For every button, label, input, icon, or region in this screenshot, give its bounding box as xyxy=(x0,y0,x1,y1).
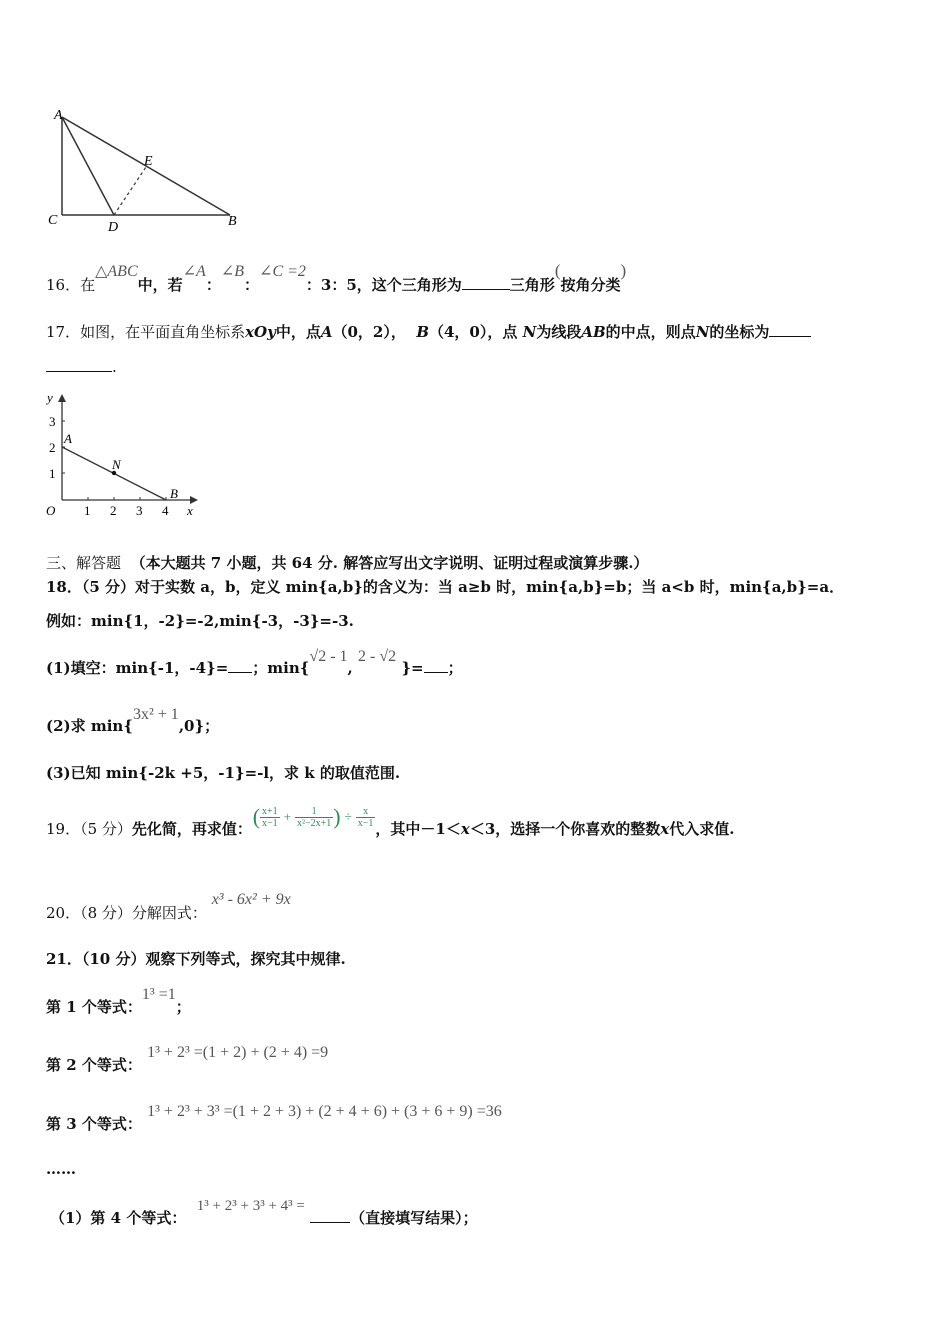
q19-frac-3-den: x−1 xyxy=(357,817,374,829)
q21-e1-expr: 1³ =1 xyxy=(141,986,176,1003)
q19-frac-1-num: x+1 xyxy=(262,805,278,817)
q17-point-b: B xyxy=(416,323,429,341)
point-A-label: A xyxy=(64,431,72,446)
label-A: A xyxy=(54,108,63,123)
q21-e3-expr: 1³ + 2³ + 3³ =(1 + 2 + 3) + (2 + 4 + 6) + (3 + 6 + 9) =36 xyxy=(147,1103,502,1120)
q17-text-e: 的坐标为 xyxy=(709,323,770,341)
q18-p1-c: }= xyxy=(401,659,424,677)
y-tick-1: 1 xyxy=(49,466,56,481)
question-19 xyxy=(46,804,734,840)
q16-tail: ：3：5，这个三角形为 xyxy=(305,276,462,294)
q17-text-c: 为线段 xyxy=(536,323,582,341)
q17-line-2 xyxy=(46,357,117,376)
q19-frac-2-den: x²−2x+1 xyxy=(297,817,332,829)
q18-p1-expr-2: 2 - √2 xyxy=(358,648,397,665)
q19-frac-3-num: x xyxy=(356,806,376,818)
q18-line-2: 例如：min{1，-2}=-2,min{-3，-3}=-3. xyxy=(46,612,354,630)
label-E: E xyxy=(144,154,153,169)
q17-xoy: xOy xyxy=(245,323,276,341)
q16-colon-2: ： xyxy=(244,276,260,294)
q17-end: . xyxy=(112,358,117,376)
q21-p1-expr: 1³ + 2³ + 3³ + 4³ = xyxy=(196,1198,305,1214)
q19-frac-1 xyxy=(260,806,280,829)
q16-angle-a: ∠A xyxy=(182,263,206,280)
section-3-desc: （本大题共 7 小题，共 64 分. 解答应写出文字说明、证明过程或演算步骤.） xyxy=(130,554,649,572)
q19-frac-1-den: x−1 xyxy=(262,817,278,829)
x-tick-2: 2 xyxy=(110,503,117,518)
q18-p1-expr-1: √2 - 1 xyxy=(309,648,348,665)
q16-paren-close: ) xyxy=(620,261,627,280)
q18-part-1 xyxy=(46,645,463,675)
x-tick-3: 3 xyxy=(136,503,143,518)
q16-hint: 按角分类 xyxy=(560,276,621,294)
q21-p1-answer-blank[interactable] xyxy=(310,1208,350,1223)
question-17 xyxy=(46,321,811,342)
q21-e1-label: 第 1 个等式： xyxy=(46,998,142,1016)
q21-e2-label: 第 2 个等式： xyxy=(46,1056,142,1074)
q17-text-b: 中，点 xyxy=(275,323,321,341)
q18-p1-d: ； xyxy=(447,659,463,677)
y-tick-3: 3 xyxy=(49,414,56,429)
q18-p2-expr: 3x² + 1 xyxy=(132,706,179,723)
q18-part-2 xyxy=(46,703,219,733)
label-B: B xyxy=(228,214,237,229)
q19-number: 19．（5 分）先化简，再求值： xyxy=(46,820,252,838)
q19-frac-3 xyxy=(356,806,376,829)
q16-mid: 中，若 xyxy=(137,276,183,294)
q18-p1-a: (1)填空：min{-1，-4}= xyxy=(46,659,229,677)
q21-e3-label: 第 3 个等式： xyxy=(46,1115,142,1133)
point-B-label: B xyxy=(170,486,178,501)
q21-part-1 xyxy=(50,1194,478,1227)
point-N-label: N xyxy=(112,457,121,472)
y-axis-label: y xyxy=(47,390,53,405)
q16-number: 16．在 xyxy=(46,276,96,294)
q18-p1-blank-1[interactable] xyxy=(228,658,252,673)
label-C: C xyxy=(48,213,58,228)
q16-colon-1: ： xyxy=(205,276,221,294)
y-tick-2: 2 xyxy=(49,440,56,455)
q21-e1-end: ； xyxy=(175,998,191,1016)
q17-point-n2: N xyxy=(695,323,710,341)
q21-heading: 21．（10 分）观察下列等式，探究其中规律. xyxy=(46,950,346,968)
q20-number: 20．（8 分）分解因式： xyxy=(46,904,207,922)
segment-DE-dashed xyxy=(114,167,146,215)
q19-divide: ÷ xyxy=(344,809,352,824)
question-16 xyxy=(46,262,626,296)
section-3-header xyxy=(46,552,648,573)
q21-equation-2 xyxy=(46,1041,329,1074)
section-3-title: 三、解答题 xyxy=(46,554,122,572)
q18-line-1: 18．（5 分）对于实数 a，b，定义 min{a,b}的含义为：当 a≥b 时，min{a,b}=b；当 a<b 时，min{a,b}=a． xyxy=(46,578,845,596)
q17-answer-blank-1[interactable] xyxy=(769,322,811,337)
q17-segment-ab: AB xyxy=(581,323,606,341)
q18-p2-a: (2)求 min{ xyxy=(46,717,133,735)
q18-p2-b: ,0}； xyxy=(178,717,220,735)
q19-plus: + xyxy=(283,809,292,824)
q19-tail-a: ，其中－1＜ xyxy=(375,820,461,838)
q19-x-2: x xyxy=(660,820,670,838)
x-tick-1: 1 xyxy=(84,503,91,518)
q16-answer-blank[interactable] xyxy=(462,275,510,290)
q16-triangle-abc: △ABC xyxy=(95,263,138,280)
x-tick-4: 4 xyxy=(162,503,169,518)
label-D: D xyxy=(108,220,119,235)
q18-p1-blank-2[interactable] xyxy=(424,658,448,673)
q16-angle-b: ∠B xyxy=(220,263,245,280)
coordinate-figure xyxy=(40,387,210,522)
q17-coord-b: （4，0），点 xyxy=(429,323,518,341)
x-axis-label: x xyxy=(187,503,193,518)
q19-expression: ( $\frac{x+1}{x-1}$ + $\frac{1}{\text{x²−2x+1}}$ ) ÷ $\frac{x}{x-1}$ xyxy=(252,804,374,829)
q19-frac-2 xyxy=(295,806,333,829)
q21-equation-3 xyxy=(46,1100,502,1133)
q21-e2-expr: 1³ + 2³ =(1 + 2) + (2 + 4) =9 xyxy=(147,1044,329,1061)
q16-paren-open: ( xyxy=(554,261,561,280)
q21-ellipsis: …… xyxy=(46,1160,76,1178)
q18-p1-b: ；min{ xyxy=(252,659,310,677)
q18-part-3: (3)已知 min{-2k +5，-1}=-l，求 k 的取值范围. xyxy=(46,764,401,782)
q17-point-a: A xyxy=(320,323,333,341)
q17-coord-a: （0，2）， xyxy=(332,323,406,341)
q21-p1-tail: （直接填写结果）； xyxy=(350,1209,478,1227)
q16-tail2: 三角形 xyxy=(509,276,555,294)
q20-expression: x³ - 6x² + 9x xyxy=(211,891,291,908)
q19-frac-2-num: 1 xyxy=(295,806,333,818)
q21-equation-1 xyxy=(46,983,191,1016)
q19-tail-c: 代入求值. xyxy=(669,820,735,838)
q17-answer-blank-2[interactable] xyxy=(46,357,112,372)
q19-x: x xyxy=(460,820,470,838)
origin-label: O xyxy=(46,503,56,518)
q17-text-a: 17．如图，在平面直角坐标系 xyxy=(46,323,246,341)
q18-p1-comma: , xyxy=(347,659,353,677)
q16-angle-c: ∠C =2 xyxy=(259,263,306,280)
q19-tail-b: ＜3，选择一个你喜欢的整数 xyxy=(469,820,661,838)
question-20 xyxy=(46,888,291,922)
q21-p1-label: （1）第 4 个等式： xyxy=(50,1209,187,1227)
triangle-figure xyxy=(40,105,250,235)
q17-point-n: N xyxy=(522,323,537,341)
q17-text-d: 的中点，则点 xyxy=(605,323,696,341)
y-axis-arrow xyxy=(58,394,66,402)
